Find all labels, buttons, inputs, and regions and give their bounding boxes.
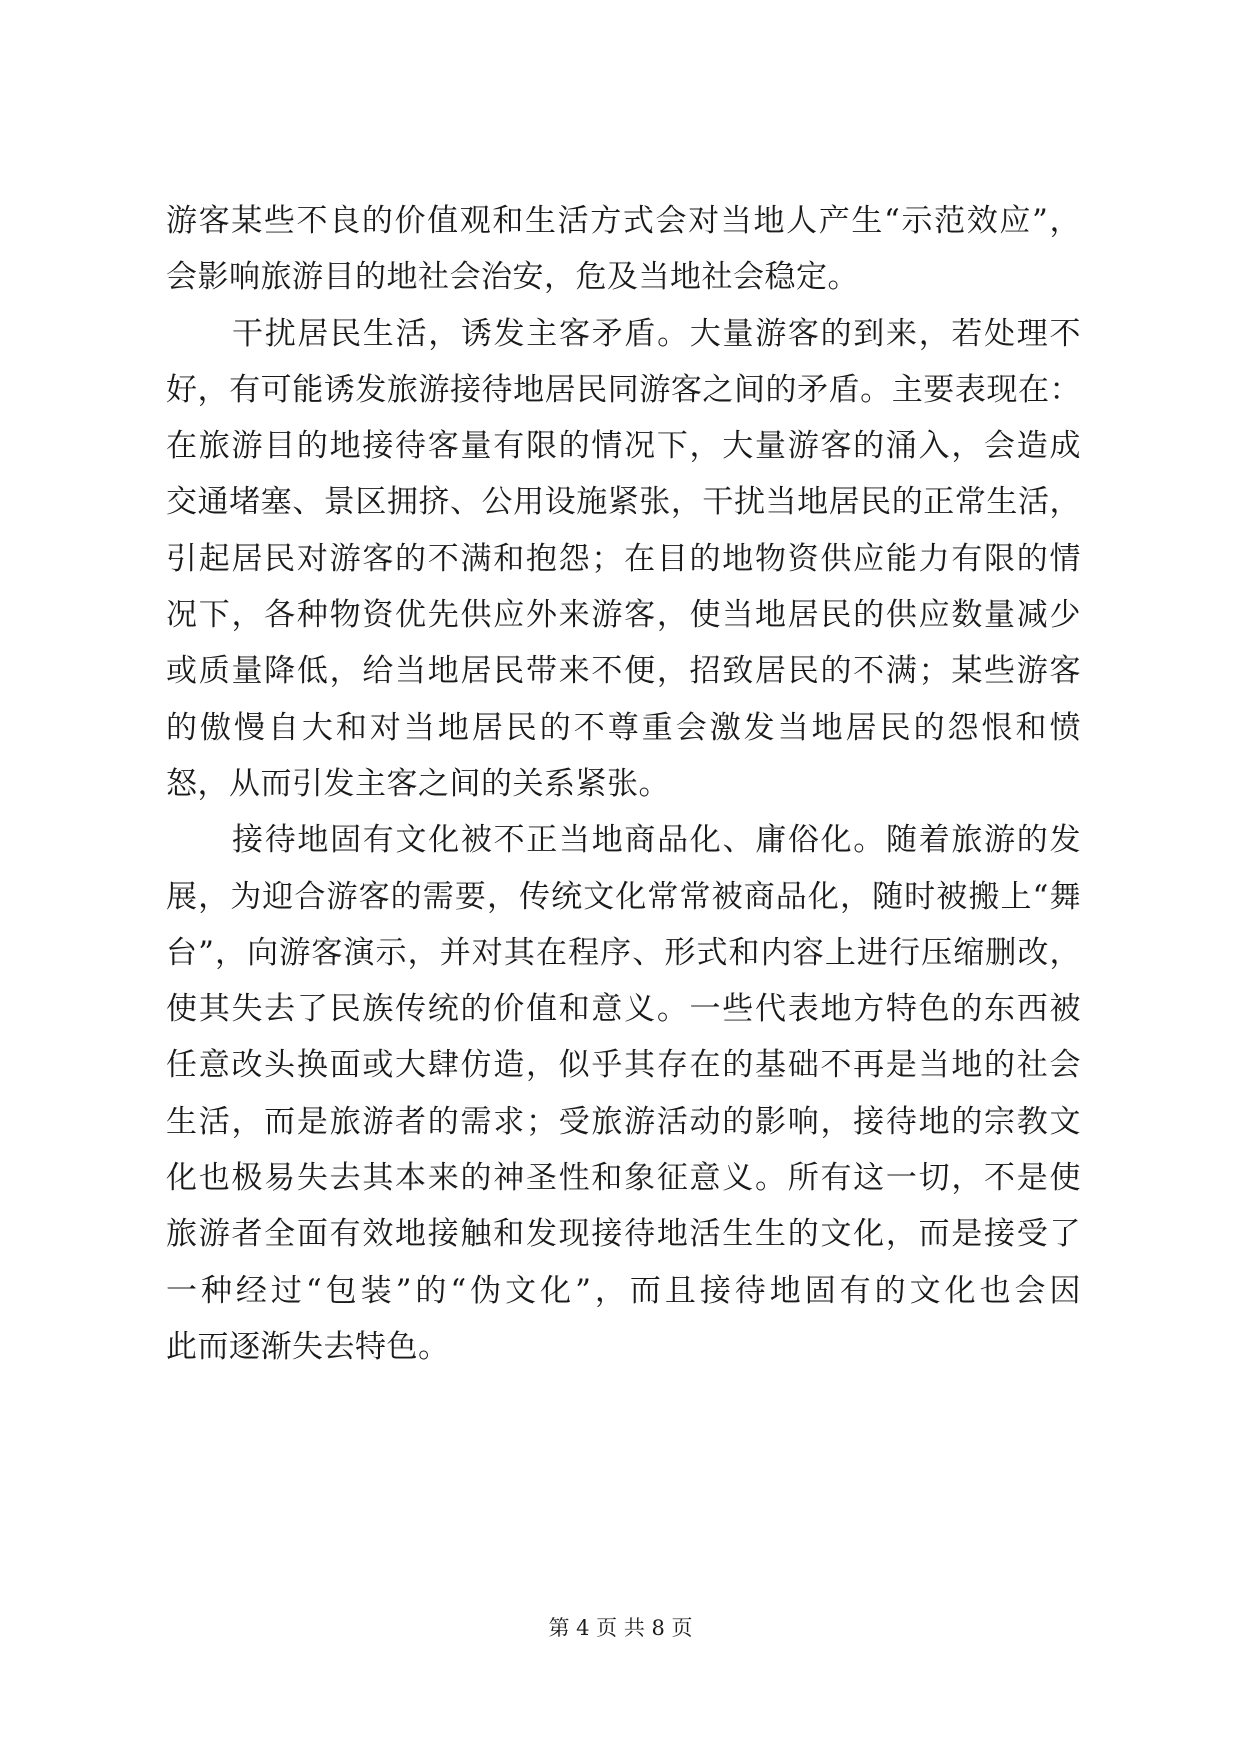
text-line: 任意改头换面或大肆仿造，似乎其存在的基础不再是当地的社会	[166, 1047, 1081, 1084]
text-line: 的傲慢自大和对当地居民的不尊重会激发当地居民的怨恨和愤	[166, 709, 1081, 746]
text-line: 游客某些不良的价值观和生活方式会对当地人产生“示范效应”，	[166, 203, 1081, 239]
text-line: 展，为迎合游客的需要，传统文化常常被商品化，随时被搬上“舞	[166, 878, 1081, 915]
text-line: 此而逐渐失去特色。	[166, 1328, 450, 1365]
text-line: 好，有可能诱发旅游接待地居民同游客之间的矛盾。主要表现在：	[166, 371, 1081, 408]
text-line: 旅游者全面有效地接触和发现接待地活生生的文化，而是接受了	[166, 1216, 1081, 1253]
text-line: 干扰居民生活，诱发主客矛盾。大量游客的到来，若处理不	[232, 315, 1081, 352]
text-line: 接待地固有文化被不正当地商品化、庸俗化。随着旅游的发	[232, 822, 1081, 859]
text-line: 况下，各种物资优先供应外来游客，使当地居民的供应数量减少	[166, 597, 1081, 634]
text-line: 使其失去了民族传统的价值和意义。一些代表地方特色的东西被	[166, 991, 1081, 1028]
text-line: 台”，向游客演示，并对其在程序、形式和内容上进行压缩删改，	[166, 934, 1081, 971]
text-line: 化也极易失去其本来的神圣性和象征意义。所有这一切，不是使	[166, 1160, 1081, 1197]
text-line: 或质量降低，给当地居民带来不便，招致居民的不满；某些游客	[166, 653, 1081, 690]
text-line: 怒，从而引发主客之间的关系紧张。	[166, 765, 670, 802]
text-line: 一种经过“包装”的“伪文化”，而且接待地固有的文化也会因	[166, 1272, 1081, 1309]
page-footer: 第 4 页 共 8 页	[548, 1616, 693, 1640]
text-line: 生活，而是旅游者的需求；受旅游活动的影响，接待地的宗教文	[166, 1103, 1081, 1140]
document-body	[166, 193, 1081, 1375]
text-line: 引起居民对游客的不满和抱怨；在目的地物资供应能力有限的情	[166, 540, 1081, 577]
text-line: 在旅游目的地接待客量有限的情况下，大量游客的涌入，会造成	[166, 428, 1081, 465]
text-line: 交通堵塞、景区拥挤、公用设施紧张，干扰当地居民的正常生活，	[166, 484, 1081, 521]
text-line: 会影响旅游目的地社会治安，危及当地社会稳定。	[166, 259, 859, 296]
